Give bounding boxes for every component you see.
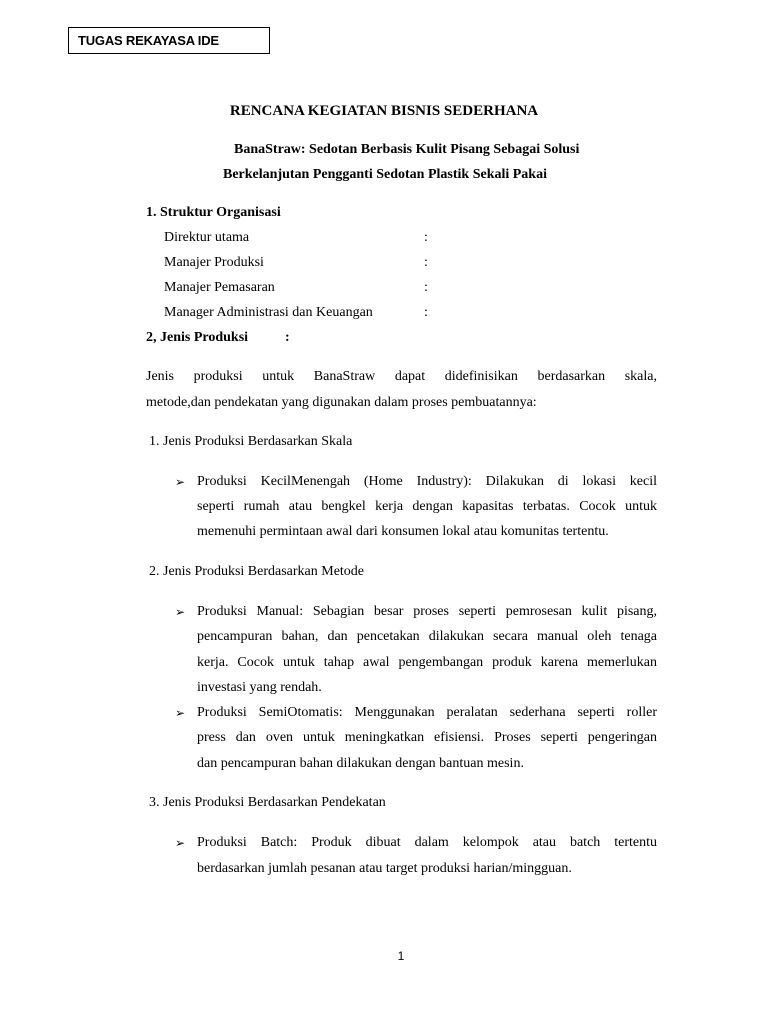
org-row-label: Manajer Produksi — [164, 255, 264, 270]
org-row-colon: : — [424, 230, 428, 245]
bullet-text-line: memenuhi permintaan awal dari konsumen lokal atau komunitas tertentu. — [197, 524, 609, 539]
subtitle-line-1: BanaStraw: Sedotan Berbasis Kulit Pisang Sebagai Solusi — [234, 142, 580, 157]
bullet-text-line: seperti rumah atau bengkel kerja dengan kapasitas terbatas. Cocok untuk — [197, 499, 657, 514]
bullet-text-line: kerja. Cocok untuk tahap awal pengembangan produk karena memerlukan — [197, 655, 657, 670]
org-row-colon: : — [424, 255, 428, 270]
org-row-label: Manager Administrasi dan Keuangan — [164, 305, 373, 320]
bullet-text-line: press dan oven untuk meningkatkan efisiensi. Proses seperti pengeringan — [197, 730, 657, 745]
subsection-2-heading: 2. Jenis Produksi Berdasarkan Metode — [149, 564, 365, 579]
document-title: RENCANA KEGIATAN BISNIS SEDERHANA — [229, 103, 539, 119]
page-number: 1 — [397, 949, 405, 963]
subsection-3-heading: 3. Jenis Produksi Berdasarkan Pendekatan — [149, 795, 386, 810]
org-row-colon: : — [424, 305, 428, 320]
bullet-text-line: Produksi SemiOtomatis: Menggunakan peralatan sederhana seperti roller — [197, 705, 657, 720]
bullet-text-line: investasi yang rendah. — [197, 680, 322, 695]
section-2-heading: 2, Jenis Produksi — [146, 330, 249, 345]
org-row-colon: : — [424, 280, 428, 295]
intro-line-2: metode,dan pendekatan yang digunakan dalam proses pembuatannya: — [146, 395, 537, 410]
bullet-text-line: Produksi KecilMenengah (Home Industry): Dilakukan di lokasi kecil — [197, 474, 657, 489]
bullet-arrow-icon: ➢ — [175, 605, 186, 619]
org-row-label: Direktur utama — [164, 230, 250, 245]
bullet-arrow-icon: ➢ — [175, 706, 186, 720]
bullet-text-line: Produksi Manual: Sebagian besar proses seperti pemrosesan kulit pisang, — [197, 604, 657, 619]
subtitle-line-2: Berkelanjutan Pengganti Sedotan Plastik Sekali Pakai — [223, 167, 547, 182]
header-label-box — [68, 27, 270, 54]
subsection-1-heading: 1. Jenis Produksi Berdasarkan Skala — [149, 434, 353, 449]
bullet-text-line: Produksi Batch: Produk dibuat dalam kelompok atau batch tertentu — [197, 835, 657, 850]
section-2-colon: : — [285, 330, 290, 345]
bullet-text-line: pencampuran bahan, dan pencetakan dilakukan secara manual oleh tenaga — [197, 629, 657, 644]
intro-line-1: Jenis produksi untuk BanaStraw dapat didefinisikan berdasarkan skala, — [146, 369, 657, 384]
bullet-arrow-icon: ➢ — [175, 836, 186, 850]
bullet-text-line: berdasarkan jumlah pesanan atau target produksi harian/mingguan. — [197, 861, 572, 876]
org-row-label: Manajer Pemasaran — [164, 280, 275, 295]
header-label: TUGAS REKAYASA IDE — [78, 33, 219, 48]
section-1-heading: 1. Struktur Organisasi — [146, 205, 281, 220]
bullet-text-line: dan pencampuran bahan dilakukan dengan bantuan mesin. — [197, 756, 524, 771]
bullet-arrow-icon: ➢ — [175, 475, 186, 489]
